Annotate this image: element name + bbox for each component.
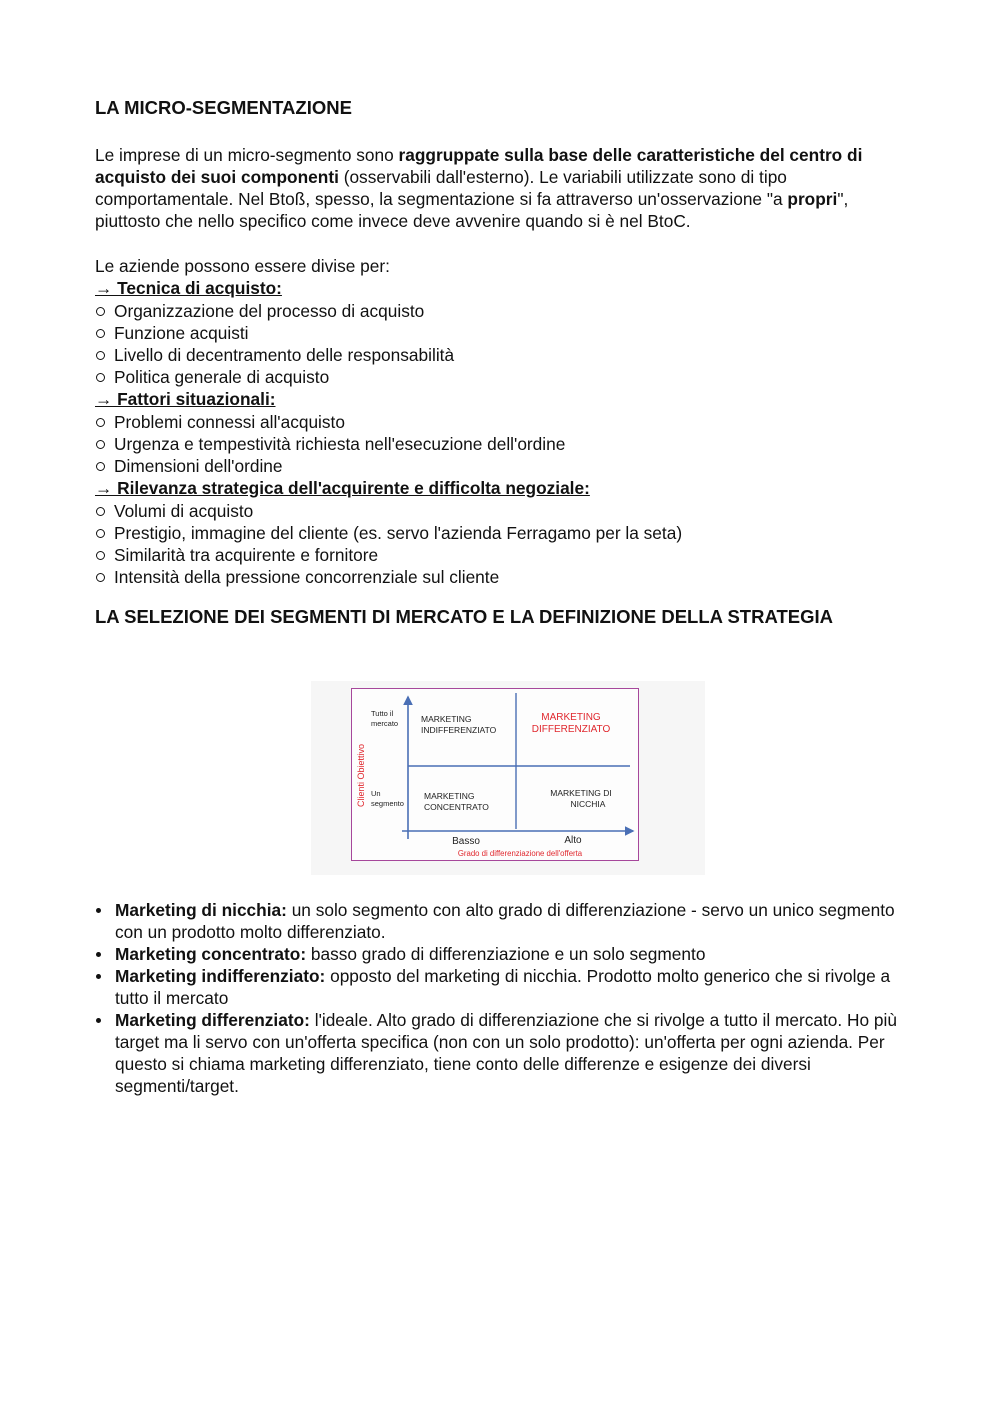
list-item-text: Prestigio, immagine del cliente (es. servo l'azienda Ferragamo per la seta) <box>114 523 683 543</box>
list-item-text: Volumi di acquisto <box>114 501 254 521</box>
group-tecnica <box>95 277 915 388</box>
definition-term: Marketing indifferenziato: <box>115 966 326 986</box>
list-item <box>95 322 915 344</box>
list-item <box>95 500 915 522</box>
intro-text-a: Le imprese di un micro-segmento sono <box>95 145 399 165</box>
group-list <box>95 300 915 388</box>
circle-bullet-icon <box>96 307 105 316</box>
definition-term: Marketing concentrato: <box>115 944 307 964</box>
definition-text: basso grado di differenziazione e un solo segmento <box>306 944 706 964</box>
list-item <box>95 566 915 588</box>
definition-item <box>95 899 905 943</box>
circle-bullet-icon <box>96 529 105 538</box>
intro-bold-d: propri <box>787 189 838 209</box>
marketing-matrix-diagram <box>351 688 639 861</box>
quadrant-concentrato-1: MARKETING <box>424 791 475 801</box>
intro-text-c: (osservabili dall'esterno). Le variabili utilizzate sono di tipo comportamentale. Nel Btoß, spesso, la segmentazione si fa attraverso un'osservazione "a <box>95 167 788 209</box>
definition-item <box>95 1009 905 1097</box>
list-item-text: Similarità tra acquirente e fornitore <box>114 545 379 565</box>
group-list <box>95 411 915 477</box>
quadrant-differenziato-1: MARKETING <box>541 712 601 723</box>
definition-item <box>95 965 905 1009</box>
group-heading: → Fattori situazionali: <box>95 389 276 409</box>
bullet-dot-icon <box>96 908 101 913</box>
y-bottom-label-1: Un <box>371 789 381 798</box>
bullet-dot-icon <box>96 952 101 957</box>
list-item-text: Urgenza e tempestività richiesta nell'esecuzione dell'ordine <box>114 434 566 454</box>
list-item <box>95 433 915 455</box>
bullet-dot-icon <box>96 974 101 979</box>
quadrant-concentrato-2: CONCENTRATO <box>424 802 489 812</box>
group-heading: → Tecnica di acquisto: <box>95 278 282 298</box>
definition-text: l'ideale. Alto grado di differenziazione che si rivolge a tutto il mercato. Ho più target ma li servo con un'offerta specifica (non con un solo prodotto): un'offerta per ogni azienda. Per questo si chiama marketing differenziato, tiene conto delle differenze e esigenze dei diversi segmenti/target. <box>115 1010 897 1096</box>
intro-text-e: ", piuttosto che nello specifico come invece deve avvenire quando si è nel BtoC. <box>95 189 849 231</box>
circle-bullet-icon <box>96 551 105 560</box>
group-list <box>95 500 915 588</box>
y-top-label-1: Tutto il <box>371 709 394 718</box>
y-bottom-label-2: segmento <box>371 799 404 808</box>
circle-bullet-icon <box>96 418 105 427</box>
definitions-list <box>95 899 905 1097</box>
circle-bullet-icon <box>96 462 105 471</box>
list-item-text: Dimensioni dell'ordine <box>114 456 283 476</box>
list-item-text: Politica generale di acquisto <box>114 367 330 387</box>
quadrant-nicchia-2: NICCHIA <box>570 799 606 809</box>
definition-term: Marketing di nicchia: <box>115 900 287 920</box>
diagram-image <box>311 681 705 875</box>
document-body <box>95 96 915 629</box>
intro-paragraph <box>95 144 915 232</box>
section-title-selezione: LA SELEZIONE DEI SEGMENTI DI MERCATO E LA DEFINIZIONE DELLA STRATEGIA <box>95 606 833 627</box>
list-item <box>95 522 915 544</box>
quadrant-indifferenziato-1: MARKETING <box>421 714 472 724</box>
circle-bullet-icon <box>96 351 105 360</box>
circle-bullet-icon <box>96 329 105 338</box>
circle-bullet-icon <box>96 507 105 516</box>
x-high-label: Alto <box>564 835 582 846</box>
list-item-text: Organizzazione del processo di acquisto <box>114 301 425 321</box>
y-axis-label: Clienti Obiettivo <box>356 743 366 807</box>
section-title-micro-segmentazione: LA MICRO-SEGMENTAZIONE <box>95 97 352 118</box>
quadrant-differenziato-2: DIFFERENZIATO <box>531 724 611 735</box>
list-item-text: Problemi connessi all'acquisto <box>114 412 345 432</box>
list-item <box>95 344 915 366</box>
group-rilevanza <box>95 477 915 588</box>
lead-text: Le aziende possono essere divise per: <box>95 256 390 276</box>
definition-term: Marketing differenziato: <box>115 1010 310 1030</box>
marketing-matrix-svg <box>352 689 638 860</box>
quadrant-indifferenziato-2: INDIFFERENZIATO <box>421 725 497 735</box>
intro-bold-b: raggruppate sulla base delle caratteristiche del centro di acquisto dei suoi componenti <box>95 145 863 187</box>
definition-text: un solo segmento con alto grado di differenziazione - servo un unico segmento con un prodotto molto differenziato. <box>115 900 895 942</box>
list-item <box>95 366 915 388</box>
group-fattori <box>95 388 915 477</box>
list-item <box>95 411 915 433</box>
circle-bullet-icon <box>96 440 105 449</box>
list-item-text: Intensità della pressione concorrenziale sul cliente <box>114 567 500 587</box>
list-item <box>95 300 915 322</box>
definition-item <box>95 943 905 965</box>
x-axis-label: Grado di differenziazione dell'offerta <box>457 849 583 858</box>
list-item <box>95 544 915 566</box>
quadrant-nicchia-1: MARKETING DI <box>550 788 612 798</box>
definition-text: opposto del marketing di nicchia. Prodotto molto generico che si rivolge a tutto il mercato <box>115 966 891 1008</box>
list-item-text: Funzione acquisti <box>114 323 249 343</box>
y-top-label-2: mercato <box>371 719 399 728</box>
bullet-dot-icon <box>96 1018 101 1023</box>
list-item <box>95 455 915 477</box>
x-low-label: Basso <box>452 836 480 847</box>
circle-bullet-icon <box>96 373 105 382</box>
group-heading: → Rilevanza strategica dell'acquirente e difficolta negoziale: <box>95 478 590 498</box>
circle-bullet-icon <box>96 573 105 582</box>
list-item-text: Livello di decentramento delle responsabilità <box>114 345 455 365</box>
